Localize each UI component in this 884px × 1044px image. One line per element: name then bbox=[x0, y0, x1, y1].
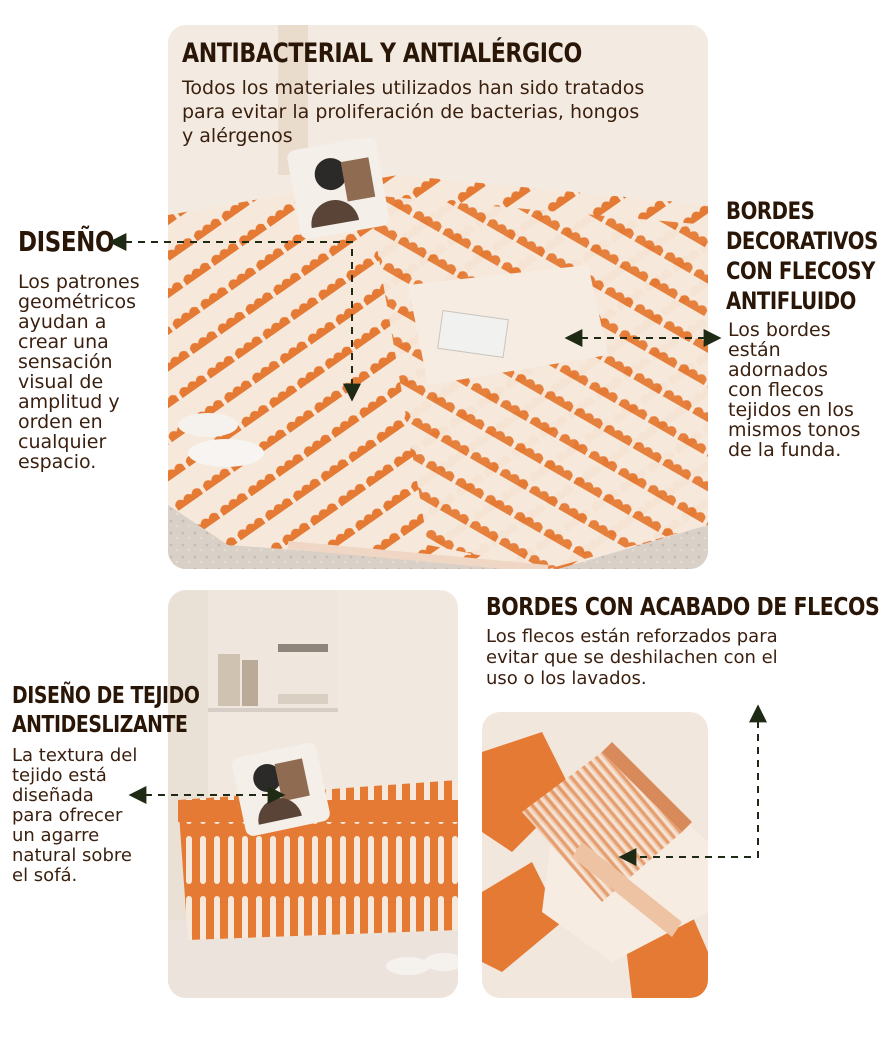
antibacterial-text bbox=[182, 76, 712, 148]
bordes-acabado-title: BORDES CON ACABADO DE FLECOS bbox=[486, 592, 880, 621]
tejido-title-line-1: DISEÑO DE TEJIDO bbox=[12, 683, 200, 709]
diseno-line-1: Los patrones bbox=[18, 271, 140, 293]
diseno-line-7: amplitud y bbox=[18, 391, 120, 413]
diseno-line-6: visual de bbox=[18, 371, 104, 393]
tejido-title-line-2: ANTIDESLIZANTE bbox=[12, 712, 188, 738]
tejido-text bbox=[12, 746, 162, 886]
diseno-line-2: geométricos bbox=[18, 291, 137, 313]
antibacterial-line-2: para evitar la proliferación de bacterias, hongos bbox=[182, 101, 640, 123]
diseno-line-8: orden en bbox=[18, 411, 103, 433]
diseno-line-3: ayudan a bbox=[18, 311, 107, 333]
tejido-line-3: diseñada bbox=[12, 785, 94, 806]
diseno-line-4: crear una bbox=[18, 331, 109, 353]
tejido-line-5: un agarre bbox=[12, 825, 100, 846]
bordes-decorativos-title-line-3: CON FLECOSY bbox=[726, 257, 876, 285]
tejido-line-1: La textura del bbox=[12, 745, 138, 766]
bordes-acabado-text bbox=[486, 626, 876, 689]
bordes-decorativos-line-5: tejidos en los bbox=[728, 399, 854, 421]
living-room-photo bbox=[168, 590, 458, 998]
bordes-decorativos-line-6: mismos tonos bbox=[728, 419, 861, 441]
bordes-decorativos-text bbox=[728, 320, 882, 460]
diseno-text bbox=[18, 272, 168, 472]
bordes-acabado-line-3: uso o los lavados. bbox=[486, 668, 647, 689]
bordes-decorativos-line-1: Los bordes bbox=[728, 319, 831, 341]
tejido-line-7: el sofá. bbox=[12, 865, 78, 886]
fringe-closeup-photo bbox=[482, 712, 708, 998]
bordes-decorativos-title-line-1: BORDES bbox=[726, 197, 815, 225]
tejido-title bbox=[12, 682, 200, 740]
bordes-acabado-line-1: Los flecos están reforzados para bbox=[486, 626, 778, 647]
bordes-decorativos-line-4: con flecos bbox=[728, 379, 824, 401]
bordes-decorativos-title-line-2: DECORATIVOS bbox=[726, 227, 878, 255]
bordes-decorativos-line-7: de la funda. bbox=[728, 439, 842, 461]
tejido-line-6: natural sobre bbox=[12, 845, 132, 866]
diseno-title: DISEÑO bbox=[18, 225, 115, 258]
bordes-decorativos-line-2: están bbox=[728, 339, 781, 361]
antibacterial-line-1: Todos los materiales utilizados han sido tratados bbox=[182, 77, 645, 99]
bordes-acabado-line-2: evitar que se deshilachen con el bbox=[486, 647, 778, 668]
diseno-line-9: cualquier bbox=[18, 431, 107, 453]
bordes-decorativos-title-line-4: ANTIFLUIDO bbox=[726, 287, 857, 315]
antibacterial-title: ANTIBACTERIAL Y ANTIALÉRGICO bbox=[182, 38, 582, 69]
bordes-decorativos-line-3: adornados bbox=[728, 359, 829, 381]
antibacterial-line-3: y alérgenos bbox=[182, 125, 293, 147]
diseno-line-10: espacio. bbox=[18, 451, 97, 473]
diseno-line-5: sensación bbox=[18, 351, 113, 373]
tejido-line-4: para ofrecer bbox=[12, 805, 123, 826]
tejido-line-2: tejido está bbox=[12, 765, 107, 786]
bordes-decorativos-title bbox=[726, 196, 878, 316]
